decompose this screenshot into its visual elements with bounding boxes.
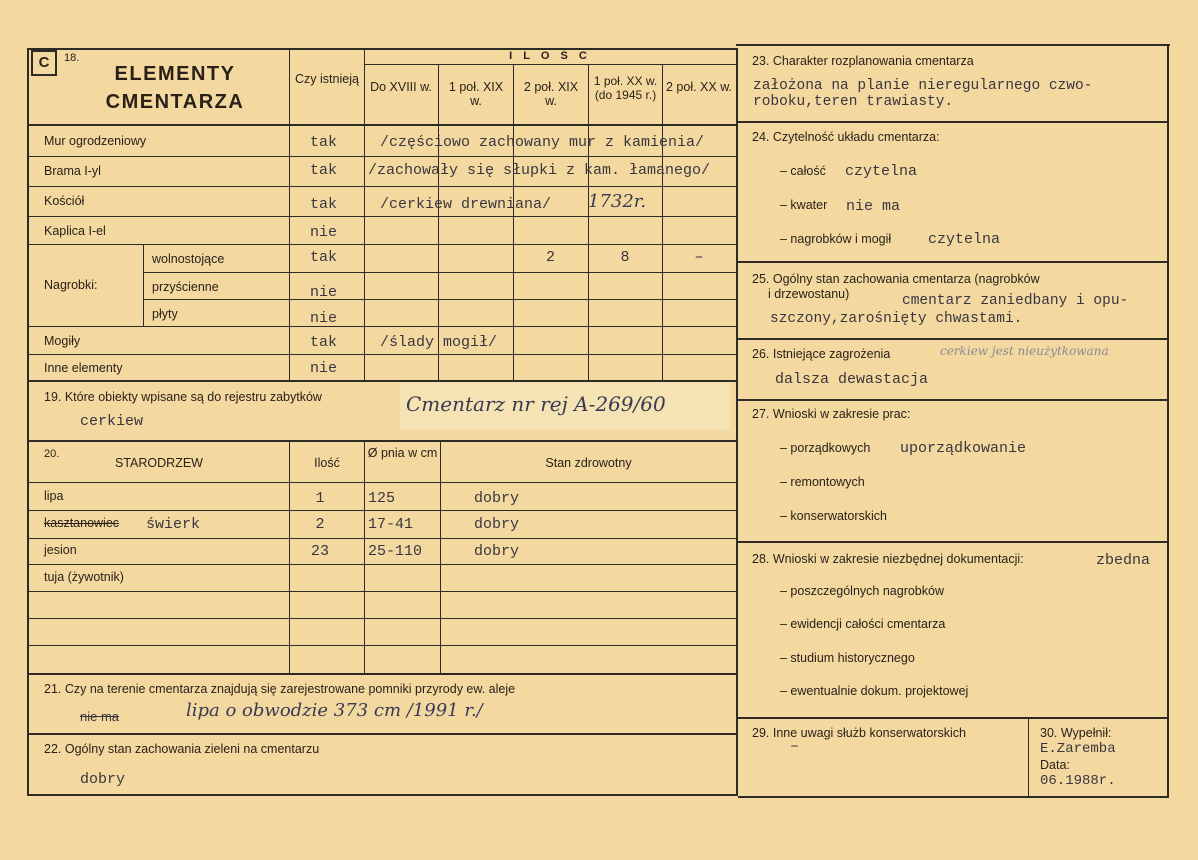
graves-label-slabs: płyty — [152, 307, 178, 321]
s23-value-line1: założona na planie nieregularnego czwo- — [753, 78, 1093, 94]
row-exists-chapel: nie — [310, 224, 338, 241]
s24-item-2-value: nie ma — [846, 198, 901, 215]
graves-exists-wall: nie — [310, 284, 338, 301]
graves-label-wall: przyścienne — [152, 280, 219, 294]
tree-qty-2: 2 — [315, 516, 325, 533]
s26-label: 26. Istniejące zagrożenia — [752, 347, 891, 361]
tree-health-3: dobry — [474, 543, 520, 560]
frame-divider — [736, 48, 738, 796]
period-header-1: Do XVIII w. — [370, 80, 432, 94]
tree-name-2-struck: kasztanowiec — [44, 516, 120, 530]
s28-value: zbedna — [1096, 552, 1151, 569]
amount-header: I L O Ś C — [509, 50, 591, 62]
row-exists-mounds: tak — [310, 334, 338, 351]
tree-health-1: dobry — [474, 490, 520, 507]
tree-diam-2: 17-41 — [368, 516, 414, 533]
s28-item-2: – ewidencji całości cmentarza — [780, 617, 946, 631]
s23-value-line2: roboku,teren trawiasty. — [753, 94, 954, 110]
s19-hand: Cmentarz nr rej A-269/60 — [406, 392, 666, 416]
row-note-church: /cerkiew drewniana/ — [380, 196, 552, 213]
frame-right — [1167, 44, 1169, 798]
period-header-2: 1 poł. XIX w. — [448, 80, 504, 108]
s21-hand: lipa o obwodzie 373 cm /1991 r./ — [186, 700, 483, 721]
tree-qty-1: 1 — [315, 490, 325, 507]
s18-title — [60, 60, 290, 116]
row-exists-gate: tak — [310, 162, 338, 179]
row-note-mounds: /ślady mogił/ — [380, 334, 498, 351]
row-label-wall: Mur ogrodzeniowy — [44, 134, 147, 148]
s30-date: 06.1988r. — [1040, 773, 1116, 789]
s28-item-1: – poszczególnych nagrobków — [780, 584, 944, 598]
s24-label: 24. Czytelność układu cmentarza: — [752, 130, 940, 144]
s28-item-3: – studium historycznego — [780, 651, 915, 665]
s25-label-line2: i drzewostanu) — [768, 287, 850, 301]
s28-label: 28. Wnioski w zakresie niezbędnej dokumentacji: — [752, 552, 1024, 566]
row-label-mounds: Mogiły — [44, 334, 81, 348]
row-label-gate: Brama I-yl — [44, 164, 101, 178]
s24-item-3-value: czytelna — [928, 231, 1001, 248]
tree-qty-3: 23 — [310, 543, 329, 560]
s19-value: cerkiew — [80, 413, 144, 430]
s20-number: 20. — [44, 448, 60, 460]
s29-value: – — [790, 738, 800, 755]
exists-header: Czy istnieją — [295, 72, 359, 86]
s30-label: 30. Wypełnił: — [1040, 726, 1112, 740]
s30-date-label: Data: — [1040, 758, 1070, 772]
graves-count-p4: 8 — [620, 249, 630, 266]
s27-item-1-label: – porządkowych — [780, 441, 871, 455]
tree-name-2: świerk — [146, 516, 201, 533]
row-exists-other: nie — [310, 360, 338, 377]
s18-title-line2: CMENTARZA — [105, 91, 245, 113]
s28-item-4: – ewentualnie dokum. projektowej — [780, 684, 969, 698]
s27-item-1-value: uporządkowanie — [900, 440, 1027, 457]
s25-label-line1: 25. Ogólny stan zachowania cmentarza (nagrobków — [752, 272, 1040, 286]
tree-health-2: dobry — [474, 516, 520, 533]
s29-label: 29. Inne uwagi służb konserwatorskich — [752, 726, 967, 740]
s26-value: dalsza dewastacja — [775, 371, 929, 388]
s26-pencil: cerkiew jest nieużytkowana — [940, 344, 1109, 358]
s18-number: 18. — [64, 52, 80, 64]
tree-diam-3: 25-110 — [368, 543, 423, 560]
s27-item-3-label: – konserwatorskich — [780, 509, 887, 523]
s20-col-qty: Ilość — [314, 456, 340, 470]
row-hand-church-year: 1732r. — [588, 191, 647, 212]
s25-value-line1: cmentarz zaniedbany i opu- — [902, 293, 1129, 309]
tree-name-3: jesion — [44, 543, 77, 557]
period-header-3: 2 poł. XIX w. — [523, 80, 579, 108]
graves-label: Nagrobki: — [44, 278, 98, 292]
frame-left — [27, 48, 29, 796]
row-note-gate: /zachowały się słupki z kam. łamanego/ — [368, 162, 711, 179]
tree-name-4: tuja (żywotnik) — [44, 570, 124, 584]
s20-col-diam: Ø pnia w cm — [367, 446, 438, 460]
s18-title-line1: ELEMENTY — [114, 63, 236, 85]
s24-item-2-label: – kwater — [780, 198, 828, 212]
frame-top-right — [736, 44, 1170, 46]
s23-label: 23. Charakter rozplanowania cmentarza — [752, 54, 974, 68]
s27-item-2-label: – remontowych — [780, 475, 865, 489]
s24-item-1-value: czytelna — [845, 163, 918, 180]
graves-count-p3: 2 — [545, 249, 555, 266]
s30-name: E.Zaremba — [1040, 741, 1116, 757]
graves-exists-slabs: nie — [310, 310, 338, 327]
form-letter-box: C — [31, 50, 57, 76]
s20-col-health: Stan zdrowotny — [545, 456, 632, 470]
s22-value: dobry — [80, 771, 126, 788]
row-exists-church: tak — [310, 196, 338, 213]
s20-title: STARODRZEW — [115, 456, 203, 470]
graves-count-p5: – — [694, 249, 704, 266]
s25-value-line2: szczony,zarośnięty chwastami. — [770, 311, 1023, 327]
row-exists-wall: tak — [310, 134, 338, 151]
row-note-wall: /częściowo zachowany mur z kamienia/ — [380, 134, 705, 151]
row-label-church: Kościół — [44, 194, 85, 208]
s27-label: 27. Wnioski w zakresie prac: — [752, 407, 911, 421]
s21-struck: nie ma — [80, 709, 120, 724]
s19-label: 19. Które obiekty wpisane są do rejestru zabytków — [44, 390, 322, 404]
s24-item-3-label: – nagrobków i mogił — [780, 232, 892, 246]
frame-bottom-right — [738, 796, 1169, 798]
tree-name-1: lipa — [44, 489, 64, 503]
s21-label: 21. Czy na terenie cmentarza znajdują się zarejestrowane pomniki przyrody ew. aleje — [44, 682, 516, 696]
row-label-other: Inne elementy — [44, 361, 123, 375]
graves-exists-freestanding: tak — [310, 249, 338, 266]
period-header-5: 2 poł. XX w. — [666, 80, 733, 94]
row-label-chapel: Kaplica I-el — [44, 224, 106, 238]
s22-label: 22. Ogólny stan zachowania zieleni na cmentarzu — [44, 742, 320, 756]
frame-bottom-left — [27, 794, 738, 796]
graves-label-freestanding: wolnostojące — [152, 252, 225, 266]
s24-item-1-label: – całość — [780, 164, 826, 178]
period-header-4: 1 poł. XX w. (do 1945 r.) — [593, 74, 658, 102]
tree-diam-1: 125 — [368, 490, 396, 507]
